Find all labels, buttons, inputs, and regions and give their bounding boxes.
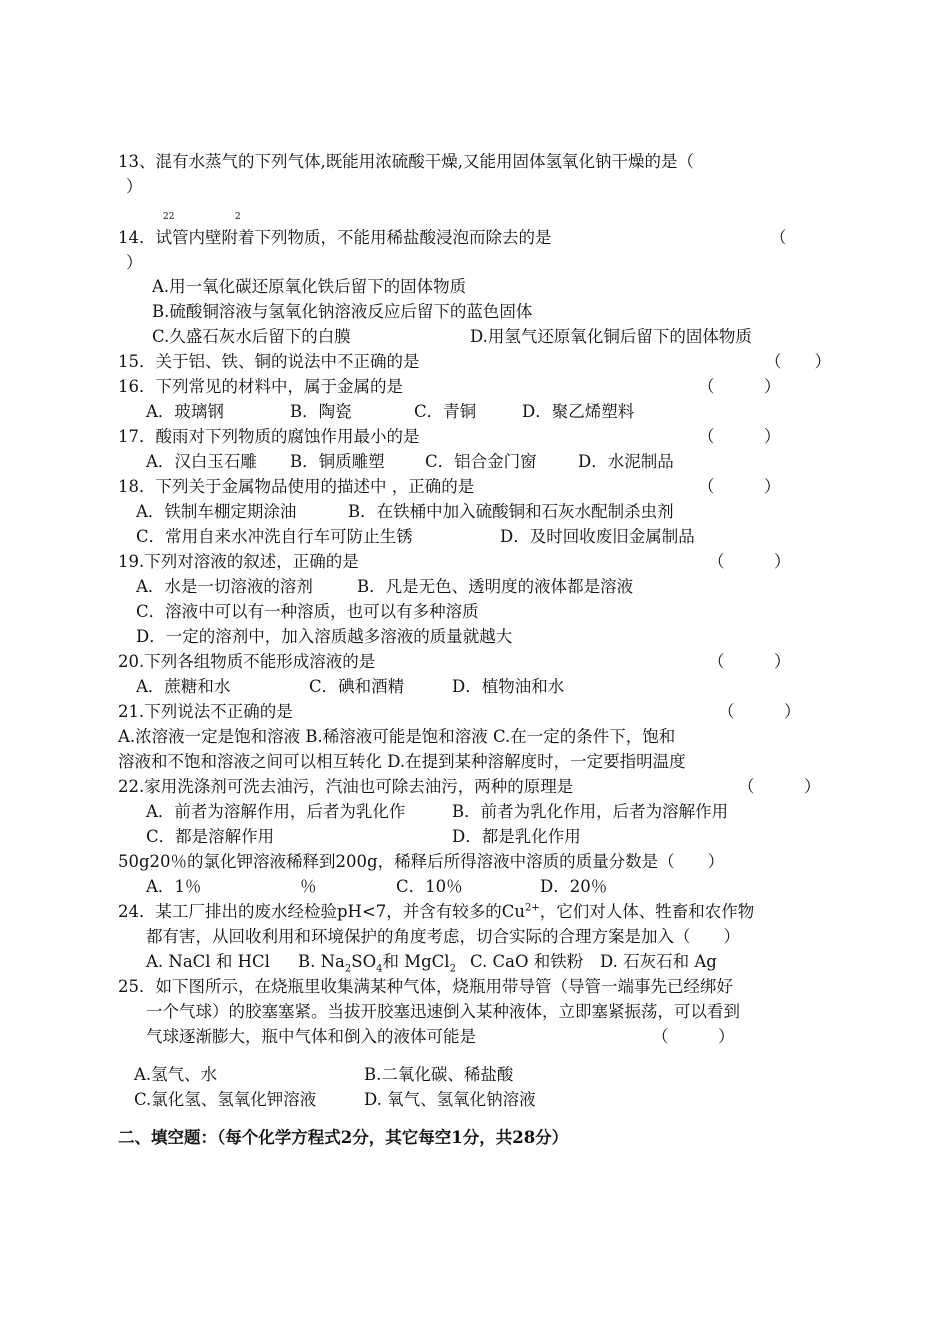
q20-paren: （ ） [708,652,791,671]
q14-paren-open: （ [770,228,787,247]
q24-cu-charge: 2+ [525,902,540,914]
q24-optb-sub: 2 [344,963,352,975]
q14-option-d: D.用氢气还原氧化铜后留下的固体物质 [470,327,752,346]
q24-option-c: C. CaO 和铁粉 [470,952,584,971]
q19-option-d: D．一定的溶剂中，加入溶质越多溶液的质量就越大 [136,627,513,646]
q13-line1: 13、混有水蒸气的下列气体,既能用浓硫酸干燥,又能用固体氢氧化钠干燥的是（ [118,152,694,171]
q22-stem: 22.家用洗涤剂可洗去油污，汽油也可除去油污，两种的原理是 [118,777,574,796]
section2-title: 二、填空题：（每个化学方程式2分，其它每空1分，共28分） [118,1128,569,1147]
q24-line1 [118,900,754,924]
q17-option-a: A．汉白玉石雕 [146,452,257,471]
q25-line2: 一个气球）的胶塞塞紧。当拔开胶塞迅速倒入某种液体，立即塞紧振荡，可以看到 [146,1002,740,1021]
q18-option-a: A．铁制车棚定期涂油 [136,502,297,521]
q22-option-d: D．都是乳化作用 [452,827,581,846]
q24-option-a: A. NaCl 和 HCl [146,952,270,971]
q24-optb-text: B. Na [298,952,345,971]
q19-option-b: B．凡是无色、透明度的液体都是溶液 [357,577,634,596]
q21-stem: 21.下列说法不正确的是 [118,702,293,721]
q16-option-d: D．聚乙烯塑料 [522,402,635,421]
q25-line3: 气球逐渐膨大，瓶中气体和倒入的液体可能是 [146,1027,476,1046]
q17-option-d: D．水泥制品 [578,452,674,471]
q14-option-b: B.硫酸铜溶液与氢氧化钠溶液反应后留下的蓝色固体 [152,302,533,321]
q23-option-b: ％ [300,877,317,896]
q18-option-d: D．及时回收废旧金属制品 [500,527,695,546]
q14-paren-close: ） [126,253,143,272]
q23-option-c: C．10％ [396,877,463,896]
q18-stem: 18．下列关于金属物品使用的描述中 ，正确的是 [118,477,475,496]
q19-option-a: A．水是一切溶液的溶剂 [136,577,313,596]
q19-stem: 19.下列对溶液的叙述，正确的是 [118,552,359,571]
q23-option-a: A．1％ [146,877,202,896]
q24-line1-a: 24．某工厂排出的废水经检验pH<7，并含有较多的Cu [118,902,526,921]
q16-option-c: C．青铜 [414,402,477,421]
q14-option-c: C.久盛石灰水后留下的白膜 [152,327,351,346]
q17-paren: （ ） [698,427,781,446]
q24-option-b [298,950,456,974]
q15-paren: （ ） [765,352,831,371]
q23-stem: 50g20％的氯化钾溶液稀释到200g，稀释后所得溶液中溶质的质量分数是（ ） [118,852,725,871]
q20-option-d: D．植物油和水 [452,677,565,696]
q16-option-a: A．玻璃钢 [146,402,224,421]
q18-option-b: B．在铁桶中加入硫酸铜和石灰水配制杀虫剂 [348,502,674,521]
q24-optb-text: 和 MgCl [382,952,450,971]
q23-option-d: D．20％ [540,877,608,896]
q22-option-a: A．前者为溶解作用，后者为乳化作 [146,802,406,821]
q21-options-line1: A.浓溶液一定是饱和溶液 B.稀溶液可能是饱和溶液 C.在一定的条件下，饱和 [118,727,676,746]
q19-paren: （ ） [708,552,791,571]
q25-option-c: C.氯化氢、氢氧化钾溶液 [134,1090,317,1109]
q16-paren: （ ） [698,377,781,396]
q18-paren: （ ） [698,477,781,496]
q25-line1: 25．如下图所示，在烧瓶里收集满某种气体，烧瓶用带导管（导管一端事先已经绑好 [118,977,733,996]
q18-option-c: C．常用自来水冲洗自行车可防止生锈 [136,527,413,546]
q16-stem: 16．下列常见的材料中，属于金属的是 [118,377,403,396]
q24-line1-b: ，它们对人体、牲畜和农作物 [539,902,755,921]
q15-stem: 15．关于铝、铁、铜的说法中不正确的是 [118,352,420,371]
q20-option-a: A．蔗糖和水 [136,677,231,696]
q25-option-a: A.氢气、水 [134,1065,218,1084]
q22-option-b: B．前者为乳化作用，后者为溶解作用 [452,802,729,821]
q17-stem: 17．酸雨对下列物质的腐蚀作用最小的是 [118,427,420,446]
q16-option-b: B．陶瓷 [290,402,352,421]
q21-options-line2: 溶液和不饱和溶液之间可以相互转化 D.在提到某种溶解度时，一定要指明温度 [118,752,686,771]
q20-stem: 20.下列各组物质不能形成溶液的是 [118,652,376,671]
q17-option-b: B．铜质雕塑 [290,452,385,471]
q19-option-c: C．溶液中可以有一种溶质，也可以有多种溶质 [136,602,479,621]
q14-stem: 14．试管内壁附着下列物质，不能用稀盐酸浸泡而除去的是 [118,228,552,247]
q17-option-c: C．铝合金门窗 [425,452,537,471]
q14-option-a: A.用一氧化碳还原氧化铁后留下的固体物质 [152,277,467,296]
q25-paren: （ ） [652,1027,735,1046]
q25-option-d: D. 氧气、氢氧化钠溶液 [364,1090,536,1109]
q24-optb-sub: 4 [376,963,383,975]
q22-paren: （ ） [738,777,821,796]
q24-optb-text: SO [351,952,377,971]
q24-optb-sub: 2 [449,963,456,975]
q22-option-c: C．都是溶解作用 [146,827,275,846]
q25-option-b: B.二氧化碳、稀盐酸 [364,1065,514,1084]
q20-option-c: C．碘和酒精 [309,677,405,696]
q24-line2: 都有害，从回收利用和环境保护的角度考虑，切合实际的合理方案是加入（ ） [146,927,740,946]
artifact-text-a: 22 [163,212,175,222]
q24-option-d: D. 石灰石和 Ag [600,952,717,971]
q21-paren: （ ） [718,702,801,721]
q13-line2: ） [126,177,143,196]
artifact-text-b: 2 [235,212,241,222]
